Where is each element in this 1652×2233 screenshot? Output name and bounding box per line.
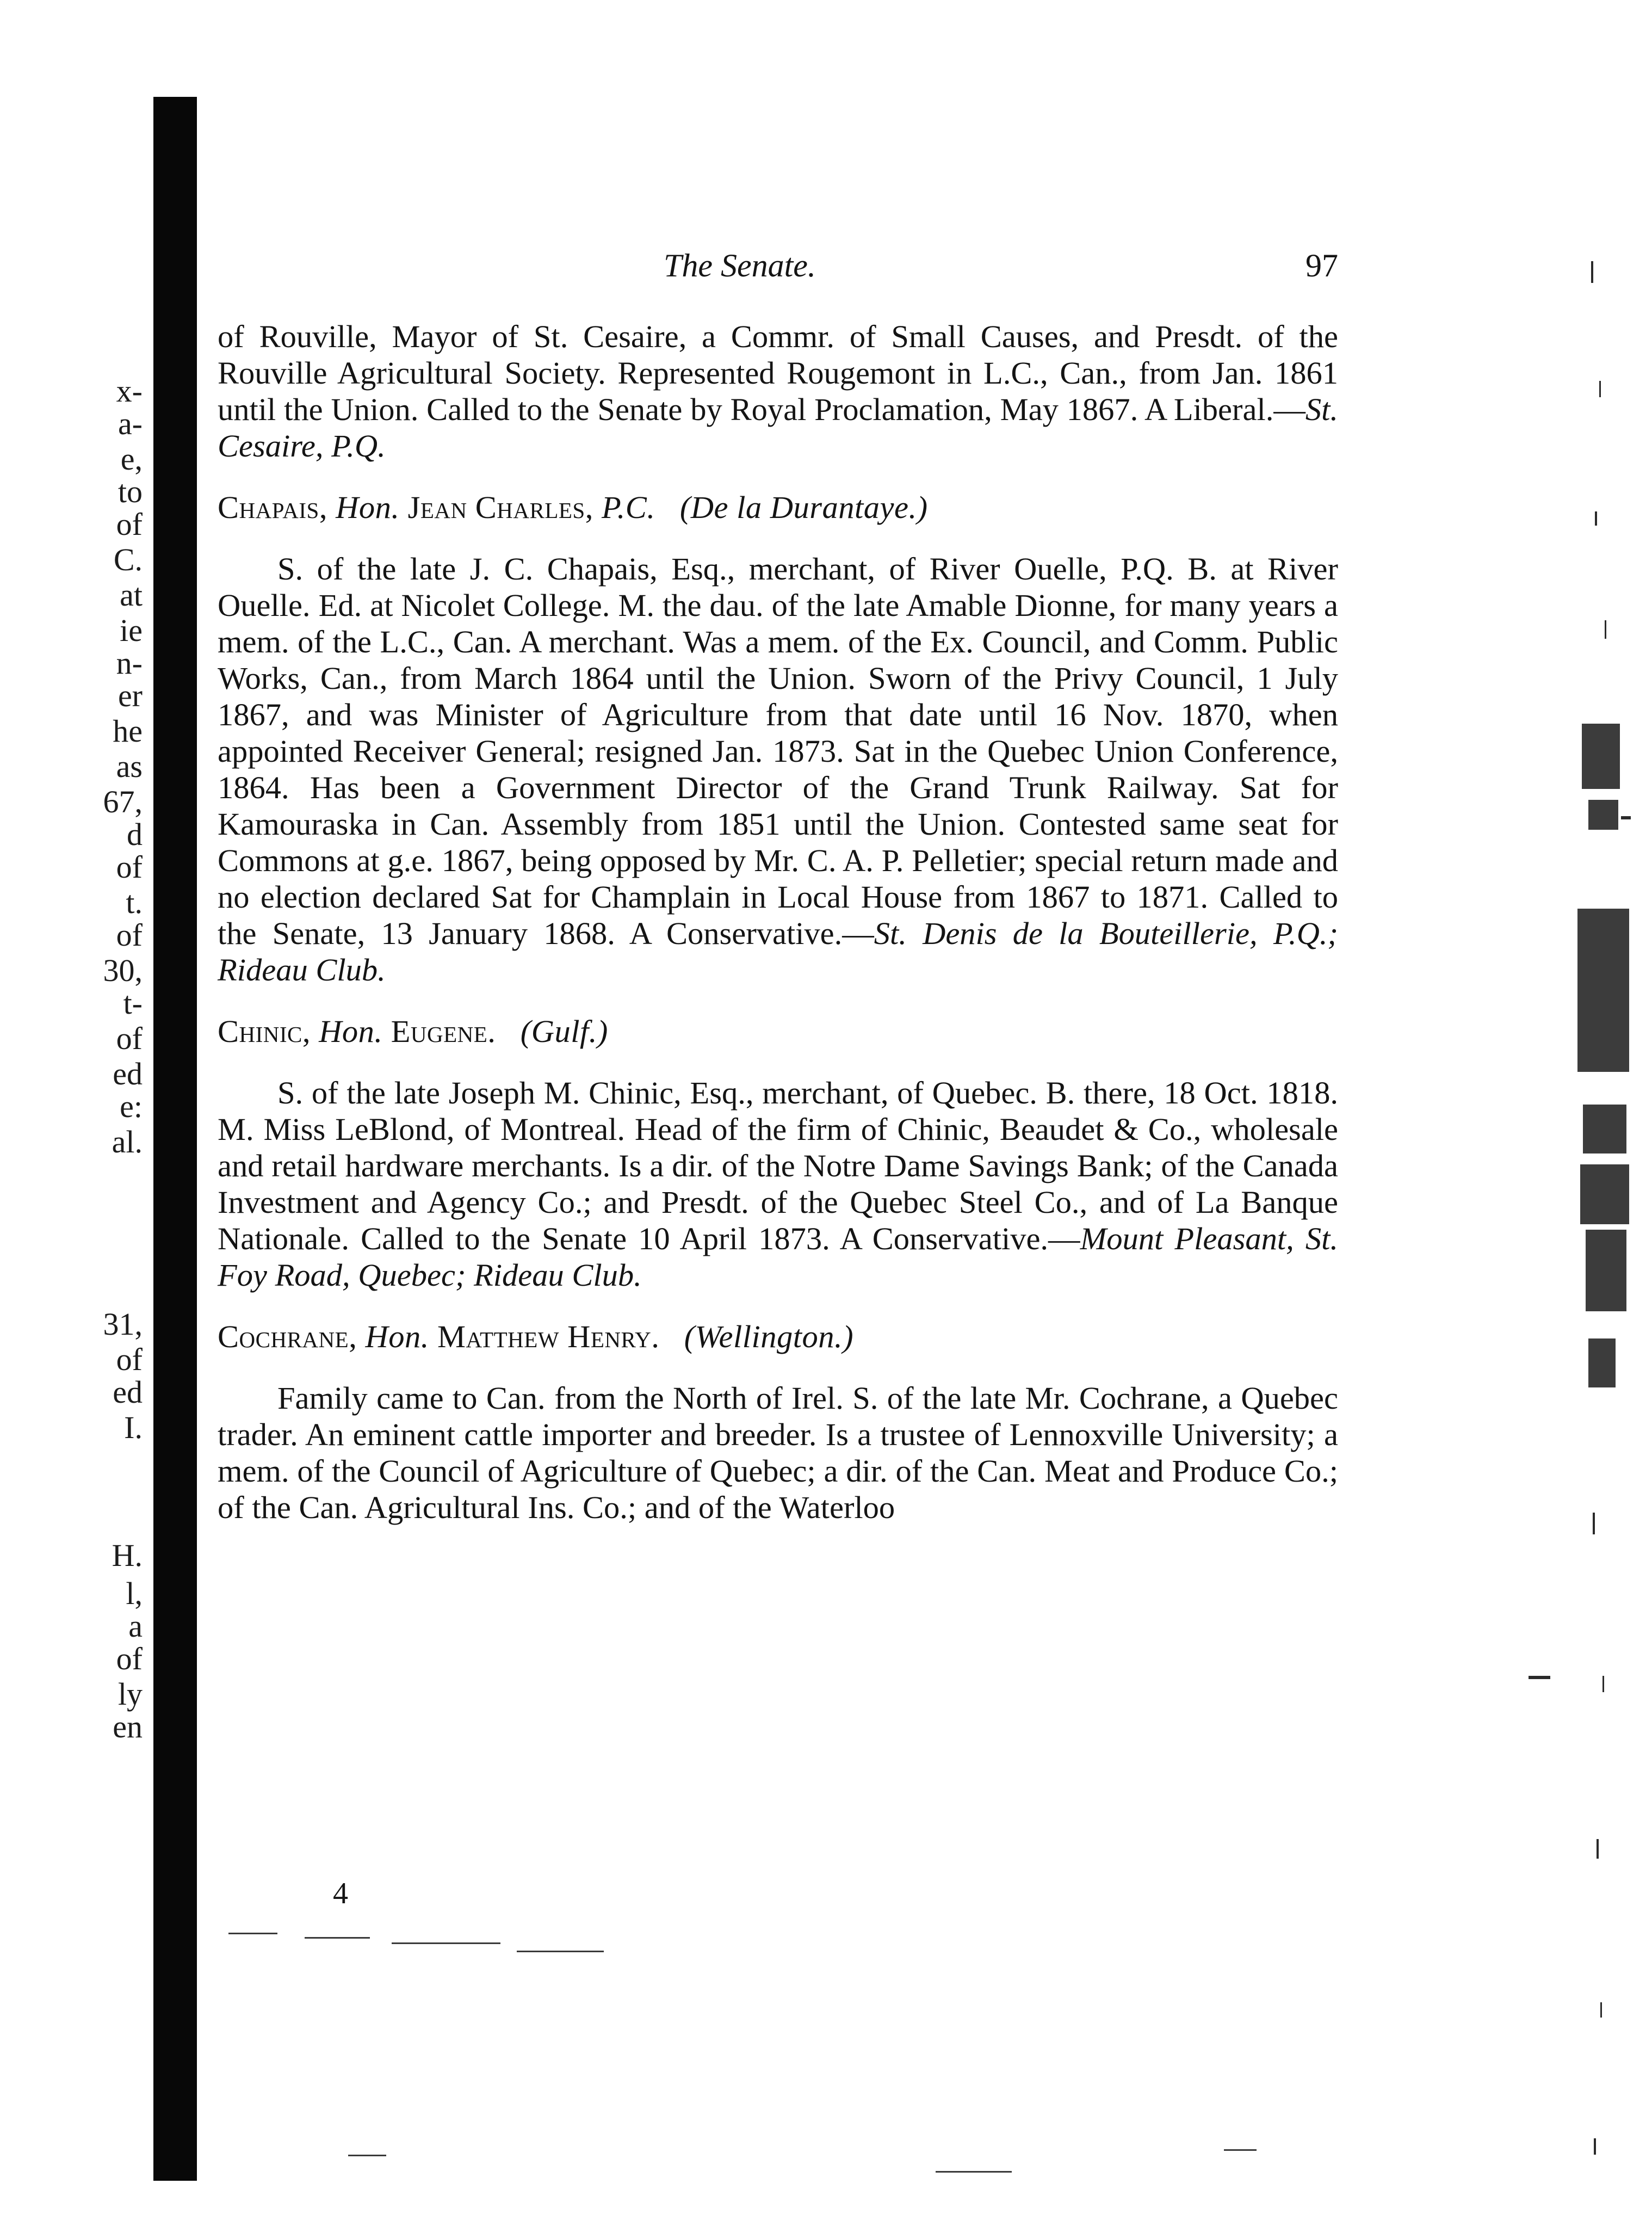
entry-given-name: Jean Charles, [407, 490, 593, 525]
page-header [218, 244, 1338, 287]
bleed-fragment: of [116, 507, 143, 542]
bleed-fragment: e: [120, 1089, 143, 1124]
smudge-mark [392, 1942, 500, 1944]
running-title: The Senate. [664, 248, 816, 283]
bleed-fragment: 67, [103, 784, 143, 819]
entry-surname: Chapais, [218, 490, 327, 525]
entry-body: S. of the late J. C. Chapais, Esq., merchant, of River Ouelle, P.Q. B. at River Ouelle. Ed. at Nicolet College. M. the dau. of the late Amable Dionne, for many years a mem. of the L.C., Can. A merchant. Was a mem. of the Ex. Council, and Comm. Public Works, Can., from March 1864 until the Union. Sworn of the Privy Council, 1 July 1867, and was Minister of Agriculture from that date until 16 Nov. 1870, when appointed Receiver General; resigned Jan. 1873. Sat in the Quebec Union Conference, 1864. Has been a Government Director of the Grand Trunk Railway. Sat for Kamouraska in Can. Assembly from 1851 until the Union. Contested same seat for Commons at g.e. 1867, being opposed by Mr. C. A. P. Pelletier; special return made and no election declared Sat for Champlain in Local House from 1867 to 1871. Called to the Senate, 13 January 1868. A Conservative.—St. Denis de la Bouteillerie, P.Q.; Rideau Club. [218, 551, 1338, 988]
signature-mark: 4 [333, 1877, 348, 1910]
entry-surname: Cochrane, [218, 1319, 357, 1354]
entry-division: (Gulf.) [520, 1014, 608, 1049]
bleed-fragment: er [117, 678, 143, 713]
entry-address: St. Cesaire, P.Q. [218, 392, 1338, 464]
entry-heading: Chapais, Hon. Jean Charles, P.C. (De la Durantaye.) [218, 490, 928, 525]
smudge-mark [936, 2171, 1012, 2173]
bleed-fragment: of [116, 849, 143, 885]
entry-body: Family came to Can. from the North of Irel. S. of the late Mr. Cochrane, a Quebec trader. An eminent cattle importer and breeder. Is a trustee of Lennoxville University; a mem. of the Council of Agriculture of Quebec; a dir. of the Can. Meat and Produce Co.; of the Can. Agricultural Ins. Co.; and of the Waterloo [218, 1380, 1338, 1525]
entry-title: P.C. [601, 490, 655, 525]
bleed-fragment: n- [116, 645, 143, 681]
page-edge-noise [1567, 98, 1648, 2166]
bleed-fragment: e, [120, 441, 143, 477]
bleed-fragment: 31, [103, 1306, 143, 1342]
bleed-fragment: ed [113, 1056, 143, 1091]
bleed-fragment: at [120, 577, 143, 613]
bleed-fragment: a- [117, 406, 143, 441]
bleed-fragment: he [113, 713, 143, 749]
entry-division: (Wellington.) [684, 1319, 854, 1354]
bleed-fragment: of [116, 1641, 143, 1676]
entry-body: S. of the late Joseph M. Chinic, Esq., merchant, of Quebec. B. there, 18 Oct. 1818. M. Miss LeBlond, of Montreal. Head of the firm of Chinic, Beaudet & Co., wholesale and retail hardware merchants. Is a dir. of the Notre Dame Savings Bank; of the Canada Investment and Agency Co.; and Presdt. of the Quebec Steel Co., and of La Banque Nationale. Called to the Senate 10 April 1873. A Conservative.—Mount Pleasant, St. Foy Road, Quebec; Rideau Club. [218, 1075, 1338, 1293]
bleed-fragment: t- [123, 985, 143, 1021]
body-text [218, 318, 1338, 1526]
bleed-fragment: ed [113, 1374, 143, 1410]
bleed-fragment: as [116, 749, 143, 784]
bleed-fragment: ie [120, 613, 143, 648]
bleed-fragment: C. [113, 542, 143, 577]
smudge-mark [228, 1933, 277, 1934]
entry-address: St. Denis de la Bouteillerie, P.Q.; Rideau Club. [218, 916, 1338, 988]
bleed-fragment: l, [126, 1576, 143, 1611]
smudge-mark [305, 1937, 370, 1939]
bleed-fragment: a [128, 1608, 143, 1644]
bleed-fragment: of [116, 917, 143, 953]
entry-surname: Chinic, [218, 1014, 311, 1049]
entry-given-name: Eugene. [391, 1014, 496, 1049]
bleed-fragment: d [127, 817, 143, 852]
entry-heading: Cochrane, Hon. Matthew Henry. (Wellington.) [218, 1319, 854, 1354]
entry-continuation: of Rouville, Mayor of St. Cesaire, a Commr. of Small Causes, and Presdt. of the Rouville Agricultural Society. Represented Rougemont in L.C., Can., from Jan. 1861 until the Union. Called to the Senate by Royal Proclamation, May 1867. A Liberal.—St. Cesaire, P.Q. [218, 319, 1338, 464]
smudge-mark [517, 1951, 604, 1952]
bleed-fragment: t. [126, 885, 143, 920]
page-number: 97 [1305, 248, 1338, 283]
smudge-mark [1224, 2149, 1257, 2151]
bleed-fragment: al. [112, 1124, 143, 1159]
bleed-fragment: of [116, 1342, 143, 1377]
bleed-fragment: en [113, 1709, 143, 1744]
bleed-fragment: I. [124, 1410, 143, 1445]
binding-gutter [153, 97, 197, 2181]
bleed-fragment: x- [116, 373, 143, 409]
entry-heading: Chinic, Hon. Eugene. (Gulf.) [218, 1014, 608, 1049]
bleed-fragment: H. [112, 1538, 143, 1573]
bleed-fragment: 30, [103, 953, 143, 988]
bleed-fragment: to [117, 474, 143, 509]
bleed-fragment: of [116, 1021, 143, 1056]
bleed-fragment: ly [117, 1676, 143, 1712]
entry-given-name: Matthew Henry. [437, 1319, 660, 1354]
entry-division: (De la Durantaye.) [679, 490, 928, 525]
smudge-mark [348, 2155, 386, 2156]
entry-address: Mount Pleasant, St. Foy Road, Quebec; Rideau Club. [218, 1221, 1338, 1293]
